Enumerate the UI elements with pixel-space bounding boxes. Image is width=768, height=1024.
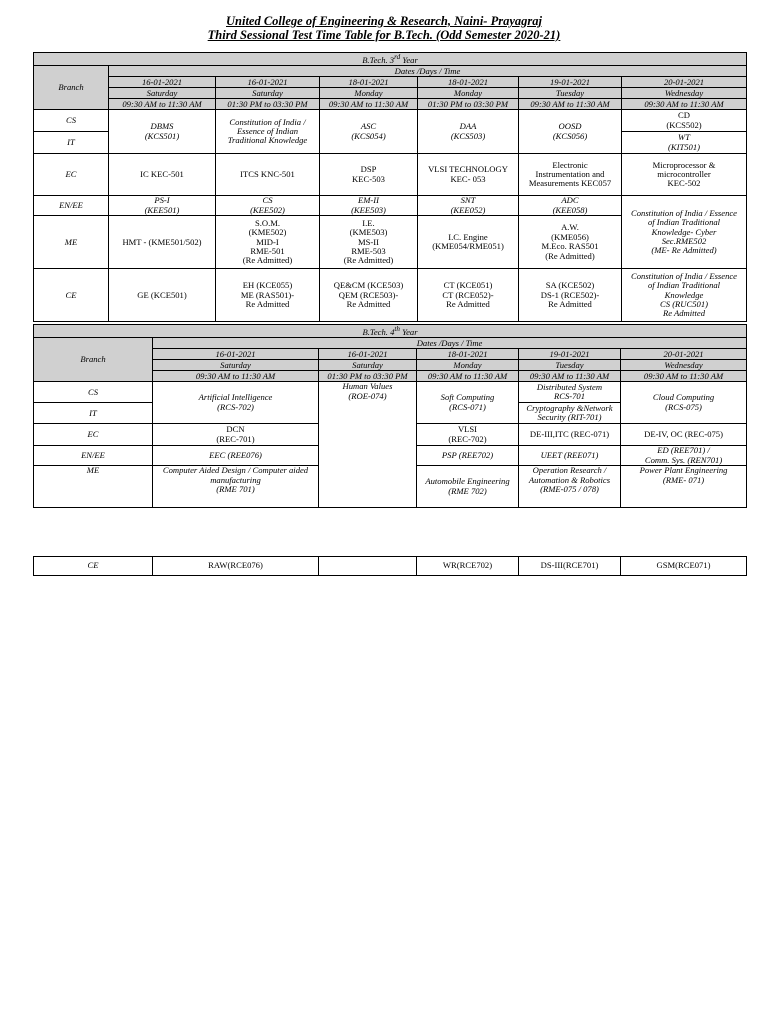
branch-it: IT <box>34 403 153 424</box>
exam-cell: CT (KCE051) CT (RCE052)- Re Admitted <box>418 269 519 322</box>
fourth-year-timetable <box>33 324 747 508</box>
day-cell: Saturday <box>216 88 320 99</box>
ce-fourth-year-row <box>33 556 747 576</box>
exam-cell: GE (KCE501) <box>109 269 216 322</box>
branch-ec: EC <box>34 424 153 446</box>
date-cell: 20-01-2021 <box>621 349 747 360</box>
exam-cell: VLSI TECHNOLOGY KEC- 053 <box>418 154 519 196</box>
time-cell: 09:30 AM to 11:30 AM <box>109 99 216 110</box>
exam-cell: Cryptography &Network Security (RIT-701) <box>519 403 621 424</box>
branch-ce: CE <box>34 269 109 322</box>
exam-cell: RAW(RCE076) <box>153 557 319 576</box>
exam-cell: I.C. Engine (KME054/RME051) <box>418 216 519 269</box>
exam-cell: WT (KIT501) <box>622 132 747 154</box>
time-cell: 09:30 AM to 11:30 AM <box>320 99 418 110</box>
date-cell: 20-01-2021 <box>622 77 747 88</box>
time-cell: 01:30 PM to 03:30 PM <box>319 371 417 382</box>
branch-en-ee: EN/EE <box>34 446 153 466</box>
exam-cell: Constitution of India / Essence of Indian Traditional Knowledge- Cyber Sec.RME502 (ME- Re Admitted) <box>622 196 747 269</box>
exam-cell: CS (KEE502) <box>216 196 320 216</box>
exam-cell: Automobile Engineering (RME 702) <box>417 466 519 508</box>
date-cell: 16-01-2021 <box>319 349 417 360</box>
exam-cell: PSP (REE702) <box>417 446 519 466</box>
year-header-4th: B.Tech. 4th Year <box>34 325 747 338</box>
exam-cell: A.W. (KME056) M.Eco. RAS501 (Re Admitted) <box>519 216 622 269</box>
exam-cell: Electronic Instrumentation and Measurements KEC057 <box>519 154 622 196</box>
exam-cell: UEET (REE071) <box>519 446 621 466</box>
time-cell: 09:30 AM to 11:30 AM <box>153 371 319 382</box>
exam-cell: HMT - (KME501/502) <box>109 216 216 269</box>
exam-cell: S.O.M. (KME502) MID-I RME-501 (Re Admitted) <box>216 216 320 269</box>
exam-cell: Distributed System RCS-701 <box>519 382 621 403</box>
exam-cell: OOSD (KCS056) <box>519 110 622 154</box>
date-cell: 18-01-2021 <box>320 77 418 88</box>
branch-ce: CE <box>34 557 153 576</box>
date-cell: 18-01-2021 <box>418 77 519 88</box>
exam-cell: Power Plant Engineering (RME- 071) <box>621 466 747 508</box>
exam-cell: ASC (KCS054) <box>320 110 418 154</box>
exam-cell: Constitution of India / Essence of Indian Traditional Knowledge CS (RUC501) Re Admitted <box>622 269 747 322</box>
exam-cell: EH (KCE055) ME (RAS501)- Re Admitted <box>216 269 320 322</box>
day-cell: Saturday <box>153 360 319 371</box>
branch-cs: CS <box>34 382 153 403</box>
college-title: United College of Engineering & Research, Naini- Prayagraj <box>226 14 542 28</box>
exam-cell: Constitution of India / Essence of Indian Traditional Knowledge <box>216 110 320 154</box>
time-cell: 01:30 PM to 03:30 PM <box>418 99 519 110</box>
exam-cell: GSM(RCE071) <box>621 557 747 576</box>
time-cell: 01:30 PM to 03:30 PM <box>216 99 320 110</box>
exam-cell: Computer Aided Design / Computer aided manufacturing (RME 701) <box>153 466 319 508</box>
exam-cell: DSP KEC-503 <box>320 154 418 196</box>
exam-cell: ADC (KEE058) <box>519 196 622 216</box>
exam-cell: ITCS KNC-501 <box>216 154 320 196</box>
time-cell: 09:30 AM to 11:30 AM <box>622 99 747 110</box>
day-cell: Tuesday <box>519 88 622 99</box>
exam-cell: SA (KCE502) DS-1 (RCE502)- Re Admitted <box>519 269 622 322</box>
day-cell: Monday <box>418 88 519 99</box>
exam-cell: DE-IV, OC (REC-075) <box>621 424 747 446</box>
year-header-3rd: B.Tech. 3rd Year <box>34 53 747 66</box>
branch-header: Branch <box>34 338 153 382</box>
exam-cell: DBMS (KCS501) <box>109 110 216 154</box>
day-cell: Wednesday <box>621 360 747 371</box>
exam-cell: Operation Research / Automation & Robotics (RME-075 / 078) <box>519 466 621 508</box>
exam-cell: IC KEC-501 <box>109 154 216 196</box>
time-cell: 09:30 AM to 11:30 AM <box>417 371 519 382</box>
date-cell: 16-01-2021 <box>216 77 320 88</box>
date-cell: 16-01-2021 <box>109 77 216 88</box>
exam-cell: VLSI (REC-702) <box>417 424 519 446</box>
exam-cell: I.E. (KME503) MS-II RME-503 (Re Admitted) <box>320 216 418 269</box>
branch-header: Branch <box>34 66 109 110</box>
exam-cell: WR(RCE702) <box>417 557 519 576</box>
exam-cell: CD (KCS502) <box>622 110 747 132</box>
branch-me: ME <box>34 216 109 269</box>
date-cell: 19-01-2021 <box>519 77 622 88</box>
branch-ec: EC <box>34 154 109 196</box>
exam-cell: QE&CM (KCE503) QEM (RCE503)- Re Admitted <box>320 269 418 322</box>
timetable-title: Third Sessional Test Time Table for B.Tech. (Odd Semester 2020-21) <box>207 28 561 42</box>
date-cell: 19-01-2021 <box>519 349 621 360</box>
time-cell: 09:30 AM to 11:30 AM <box>621 371 747 382</box>
exam-cell: DAA (KCS503) <box>418 110 519 154</box>
date-cell: 18-01-2021 <box>417 349 519 360</box>
exam-cell: Soft Computing (RCS-071) <box>417 382 519 424</box>
exam-cell: Microprocessor & microcontroller KEC-502 <box>622 154 747 196</box>
branch-it: IT <box>34 132 109 154</box>
exam-cell: PS-I (KEE501) <box>109 196 216 216</box>
exam-cell: EEC (REE076) <box>153 446 319 466</box>
dates-days-time-header: Dates /Days / Time <box>153 338 747 349</box>
exam-cell: DCN (REC-701) <box>153 424 319 446</box>
exam-cell: Human Values (ROE-074) <box>319 382 417 508</box>
day-cell: Saturday <box>319 360 417 371</box>
dates-days-time-header: Dates /Days / Time <box>109 66 747 77</box>
time-cell: 09:30 AM to 11:30 AM <box>519 99 622 110</box>
day-cell: Monday <box>417 360 519 371</box>
day-cell: Wednesday <box>622 88 747 99</box>
exam-cell: Cloud Computing (RCS-075) <box>621 382 747 424</box>
exam-cell: EM-II (KEE503) <box>320 196 418 216</box>
exam-cell: DE-III,ITC (REC-071) <box>519 424 621 446</box>
branch-me: ME <box>34 466 153 508</box>
time-cell: 09:30 AM to 11:30 AM <box>519 371 621 382</box>
exam-cell: SNT (KEE052) <box>418 196 519 216</box>
exam-cell: Artificial Intelligence (RCS-702) <box>153 382 319 424</box>
third-year-timetable <box>33 52 747 322</box>
exam-cell: DS-III(RCE701) <box>519 557 621 576</box>
date-cell: 16-01-2021 <box>153 349 319 360</box>
exam-cell: ED (REE701) / Comm. Sys. (REN701) <box>621 446 747 466</box>
day-cell: Tuesday <box>519 360 621 371</box>
day-cell: Saturday <box>109 88 216 99</box>
exam-cell <box>319 557 417 576</box>
branch-en-ee: EN/EE <box>34 196 109 216</box>
day-cell: Monday <box>320 88 418 99</box>
branch-cs: CS <box>34 110 109 132</box>
